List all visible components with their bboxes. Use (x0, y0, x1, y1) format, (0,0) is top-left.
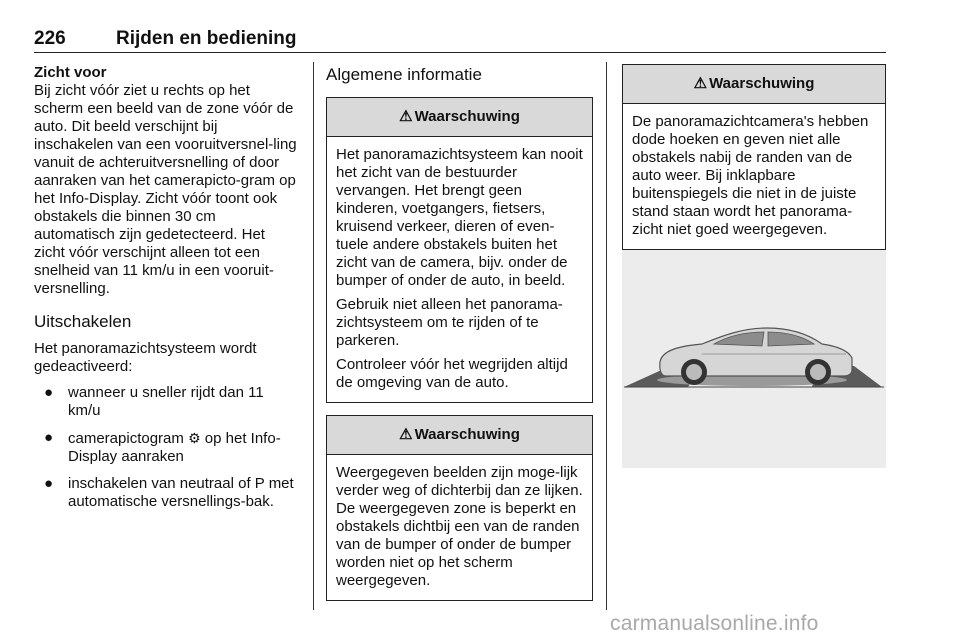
warning-box-body (327, 137, 592, 402)
bullet-text-post: op het Info-Display aanraken (68, 430, 281, 465)
list-item (34, 384, 298, 420)
zicht-voor-label: Zicht voor (34, 64, 107, 81)
warning-box-3 (622, 64, 886, 250)
column-left (34, 64, 298, 520)
warning-title: Waarschuwing (414, 108, 520, 125)
warning-paragraph: Gebruik niet alleen het panorama-zichtsysteem om te rijden of te parkeren. (336, 296, 563, 349)
page-header (34, 26, 886, 53)
warning-paragraph: Weergegeven beelden zijn moge-lijk verder weg of dichterbij dan ze lijken. De weergegeven zone is beperkt en obstakels dichtbij een van de randen van de bumper of onder de bumper worden niet op het scherm weergegeven. (336, 464, 583, 589)
bullet-icon: ● (44, 429, 54, 446)
bullet-icon: ● (44, 384, 54, 401)
column-middle (326, 64, 593, 601)
algemene-informatie-heading: Algemene informatie (326, 65, 482, 84)
warning-triangle-icon: ⚠ (399, 108, 413, 125)
warning-triangle-icon: ⚠ (693, 75, 708, 92)
bullet-icon: ● (44, 475, 54, 492)
watermark: carmanualsonline.info (610, 612, 819, 635)
warning-box-body (623, 104, 885, 249)
list-item (34, 429, 298, 466)
warning-box-header (327, 416, 592, 455)
warning-triangle-icon: ⚠ (399, 426, 413, 443)
bullet-text: inschakelen van neutraal of P met automatische versnellings-bak. (68, 475, 294, 510)
car-illustration (622, 250, 886, 468)
warning-title: Waarschuwing (414, 426, 520, 443)
list-item (34, 475, 298, 511)
uitschakelen-heading: Uitschakelen (34, 312, 132, 331)
bullet-text: wanneer u sneller rijdt dan 11 km/u (68, 384, 264, 419)
camera-icon: ⚙ (188, 430, 201, 446)
warning-box-2 (326, 415, 593, 601)
warning-paragraph: Het panoramazichtsysteem kan nooit het zicht van de bestuurder vervangen. Het brengt geen kinderen, voetgangers, fietsers, kruisend verkeer, dieren of even-tuele andere obstakels buiten het zicht van de camera, bijv. onder de bumper of onder de auto, in beeld. (336, 146, 583, 289)
car-side-view-graphic (622, 250, 886, 468)
page-number: 226 (34, 28, 66, 49)
warning-title: Waarschuwing (709, 75, 815, 92)
warning-paragraph: Controleer vóór het wegrijden altijd de omgeving van de auto. (336, 356, 568, 391)
warning-paragraph: De panoramazichtcamera's hebben dode hoeken en geven niet alle obstakels nabij de randen van de auto weer. Bij inklapbare buitenspiegels die niet in de juiste stand staan wordt het panorama-zicht niet goed weergegeven. (632, 113, 869, 238)
column-divider-2 (606, 62, 607, 610)
column-divider-1 (313, 62, 314, 610)
warning-box-body (327, 455, 592, 600)
warning-box-header (327, 98, 592, 137)
bullet-text-pre: camerapictogram (68, 430, 184, 447)
zicht-voor-text: Bij zicht vóór ziet u rechts op het scherm een beeld van de zone vóór de auto. Dit beeld verschijnt bij inschakelen van een vooruitversnel-ling vanuit de achteruitversnelling of door aanraken van het camerapicto-gram op het Info-Display. Zicht vóór toont ook obstakels die binnen 30 cm automatisch zijn gedetecteerd. Het zicht vóór verschijnt alleen tot een snelheid van 11 km/u in een vooruit-versnelling. (34, 82, 297, 297)
uitschakelen-intro: Het panoramazichtsysteem wordt gedeactiveerd: (34, 340, 257, 375)
page-title: Rijden en bediening (116, 28, 297, 49)
warning-box-1 (326, 97, 593, 403)
column-right (622, 64, 886, 250)
warning-box-header (623, 65, 885, 104)
